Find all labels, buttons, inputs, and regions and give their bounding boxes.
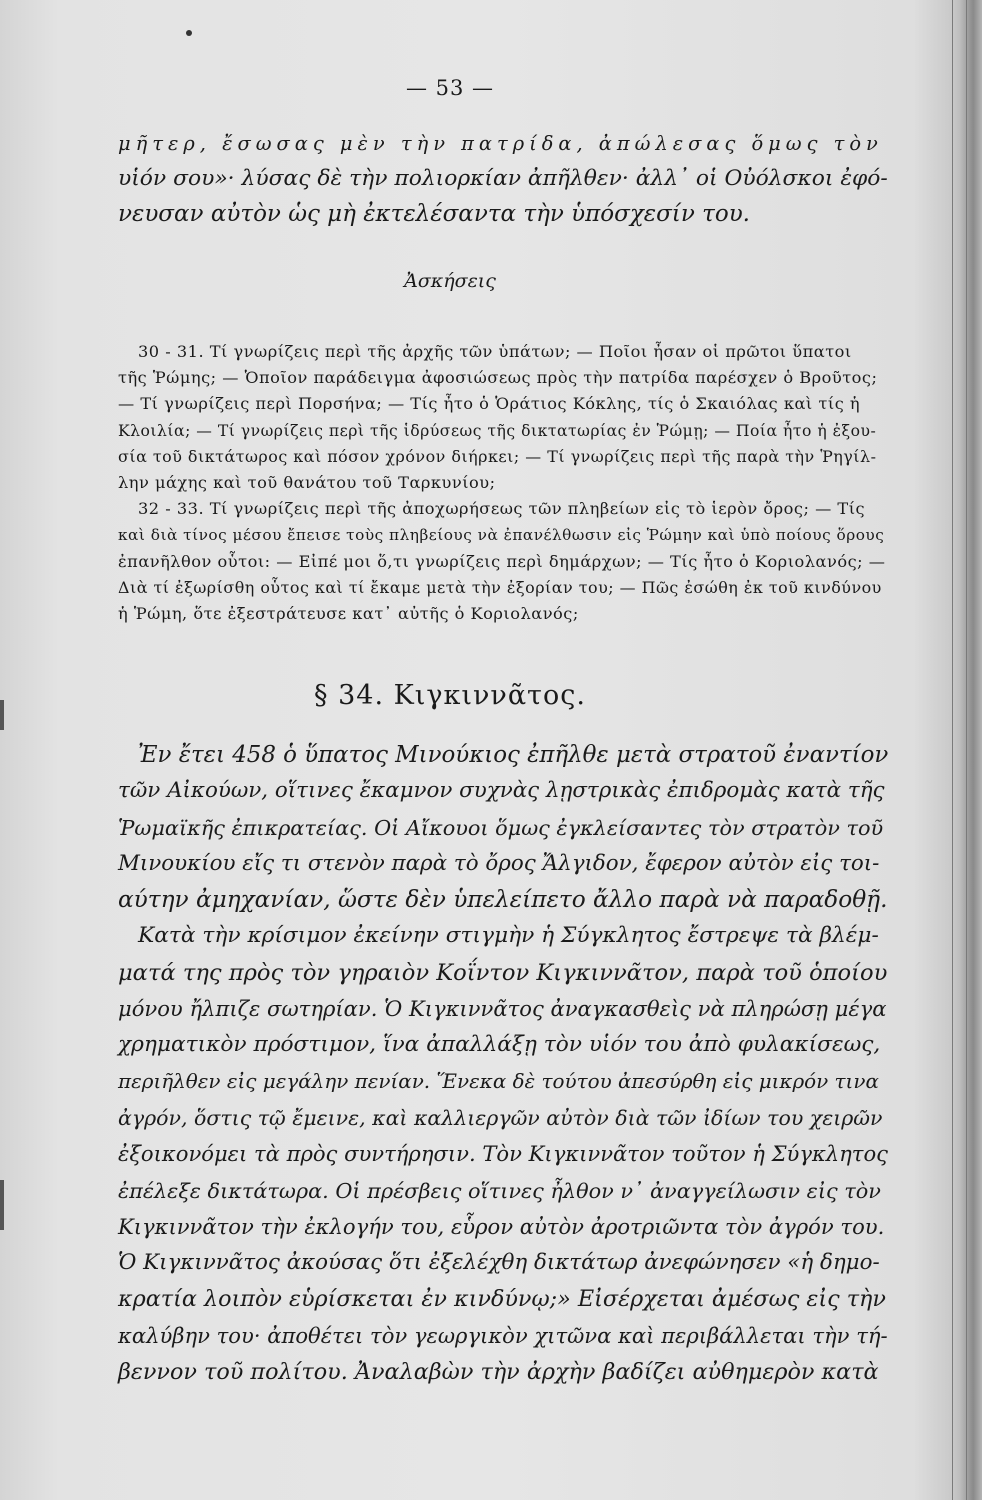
text-line: ἀγρόν, ὅστις τῷ ἔμεινε, καὶ καλλιεργῶν αὐτὸν διὰ τῶν ἰδίων του χειρῶν [118, 1105, 883, 1130]
text-line: ματά της πρὸς τὸν γηραιὸν Κοΐντον Κιγκιννᾶτον, παρὰ τοῦ ὁποίου [118, 959, 888, 986]
text-line: Ἐν ἔτει 458 ὁ ὕπατος Μινούκιος ἐπῆλθε μετὰ στρατοῦ ἐναντίον [138, 742, 889, 768]
text-line: χρηματικὸν πρόστιμον, ἵνα ἀπαλλάξῃ τὸν υἱόν του ἀπὸ φυλακίσεως, [118, 1032, 881, 1058]
text-line: ἐξοικονόμει τὰ πρὸς συντήρησιν. Τὸν Κιγκιννᾶτον τοῦτον ἡ Σύγκλητος [118, 1141, 888, 1167]
exercises-block [118, 339, 888, 627]
text-line: Κιγκιννᾶτον τὴν ἐκλογήν του, εὗρον αὐτὸν ἀροτριῶντα τὸν ἀγρόν του. [118, 1213, 885, 1239]
text-line: κρατία λοιπὸν εὑρίσκεται ἐν κινδύνῳ;» Εἰσέρχεται ἀμέσως εἰς τὴν [118, 1286, 886, 1313]
exercise-line: 30 - 31. Τί γνωρίζεις περὶ τῆς ἀρχῆς τῶν ὑπάτων; — Ποῖοι ἦσαν οἱ πρῶτοι ὕπατοι [138, 342, 852, 361]
text-line: ἐπέλεξε δικτάτωρα. Οἱ πρέσβεις οἵτινες ἦλθον ν᾿ ἀναγγείλωσιν εἰς τὸν [118, 1178, 881, 1203]
text-line: υἱόν σου»· λύσας δὲ τὴν πολιορκίαν ἀπῆλθεν· ἀλλ᾿ οἱ Οὐόλσκοι ἐφό- [118, 166, 888, 192]
exercise-line: λην μάχης καὶ τοῦ θανάτου τοῦ Ταρκυνίου; [118, 473, 496, 493]
section-heading: § 34. Κιγκιννᾶτος. [314, 680, 586, 711]
page-number: — 53 — [405, 76, 495, 100]
ink-speck [186, 30, 192, 36]
text-line: Ὁ Κιγκιννᾶτος ἀκούσας ὅτι ἐξελέχθη δικτάτωρ ἀνεφώνησεν «ἡ δημο- [118, 1250, 880, 1276]
text-line: Κατὰ τὴν κρίσιμον ἐκείνην στιγμὴν ἡ Σύγκλητος ἔστρεψε τὰ βλέμ- [138, 923, 879, 949]
page-binding-edge [960, 0, 982, 1500]
exercise-line: σία τοῦ δικτάτωρος καὶ πόσον χρόνον διήρκει; — Τί γνωρίζεις περὶ τῆς παρὰ τὴν Ῥηγίλ- [118, 446, 877, 466]
page-edge-line [966, 0, 967, 1500]
exercise-line: 32 - 33. Τί γνωρίζεις περὶ τῆς ἀποχωρήσεως τῶν πληβείων εἰς τὸ ἱερὸν ὄρος; — Τίς [138, 499, 866, 519]
text-line: νευσαν αὐτὸν ὡς μὴ ἐκτελέσαντα τὴν ὑπόσχεσίν του. [118, 200, 750, 227]
exercises-heading: Ἀσκήσεις [404, 270, 496, 292]
top-paragraph [118, 126, 888, 232]
exercise-line: — Τί γνωρίζεις περὶ Πορσήνα; — Τίς ἦτο ὁ Ὁράτιος Κόκλης, τίς ὁ Σκαιόλας καὶ τίς ἡ [118, 394, 861, 414]
text-line: αύτην ἀμηχανίαν, ὥστε δὲν ὑπελείπετο ἄλλο παρὰ νὰ παραδοθῇ. [118, 886, 888, 914]
exercise-line: ἐπανῆλθον οὗτοι: — Εἰπέ μοι ὅ,τι γνωρίζεις περὶ δημάρχων; — Τίς ἦτο ὁ Κοριολανός; — [118, 551, 886, 571]
text-line: περιῆλθεν εἰς μεγάλην πενίαν. Ἕνεκα δὲ τούτου ἀπεσύρθη εἰς μικρόν τινα [118, 1069, 879, 1093]
text-line: βεννον τοῦ πολίτου. Ἀναλαβὼν τὴν ἀρχὴν βαδίζει αὐθημερὸν κατὰ [118, 1359, 879, 1386]
exercise-line: Διὰ τί ἐξωρίσθη οὗτος καὶ τί ἔκαμε μετὰ τὴν ἐξορίαν του; — Πῶς ἐσώθη ἐκ τοῦ κινδύνου [118, 577, 882, 597]
exercise-line: τῆς Ῥώμης; — Ὁποῖον παράδειγμα ἀφοσιώσεως πρὸς τὴν πατρίδα παρέσχεν ὁ Βροῦτος; [118, 368, 878, 388]
margin-mark [0, 1180, 4, 1230]
text-line: Μινουκίου εἴς τι στενὸν παρὰ τὸ ὄρος Ἄλγιδον, ἔφερον αὐτὸν εἰς τοι- [118, 850, 880, 876]
text-line: τῶν Αἰκούων, οἵτινες ἔκαμνον συχνὰς λῃστρικὰς ἐπιδρομὰς κατὰ τῆς [118, 778, 885, 804]
text-line: καλύβην του· ἀποθέτει τὸν γεωργικὸν χιτῶνα καὶ περιβάλλεται τὴν τή- [118, 1322, 888, 1348]
exercise-line: καὶ διὰ τίνος μέσου ἔπεισε τοὺς πληβείους νὰ ἐπανέλθωσιν εἰς Ῥώμην καὶ ὑπὸ ποίους ὅρους [118, 526, 885, 545]
text-line: μῆτερ, ἔσωσας μὲν τὴν πατρίδα, ἀπώλεσας ὅμως τὸν [118, 132, 883, 155]
exercise-line: Κλοιλία; — Τί γνωρίζεις περὶ τῆς ἱδρύσεως τῆς δικτατωρίας ἐν Ῥώμῃ; — Ποία ἦτο ἡ ἐξου- [118, 421, 877, 440]
text-line: μόνου ἤλπιζε σωτηρίαν. Ὁ Κιγκιννᾶτος ἀναγκασθεὶς νὰ πληρώσῃ μέγα [118, 996, 887, 1022]
exercise-line: ἡ Ῥώμη, ὅτε ἐξεστράτευσε κατ᾿ αὐτῆς ὁ Κοριολανός; [118, 604, 579, 624]
body-paragraph [118, 737, 888, 1390]
page-edge-line [952, 0, 953, 1500]
text-line: Ῥωμαϊκῆς ἐπικρατείας. Οἱ Αἴκουοι ὅμως ἐγκλείσαντες τὸν στρατὸν τοῦ [118, 815, 884, 840]
